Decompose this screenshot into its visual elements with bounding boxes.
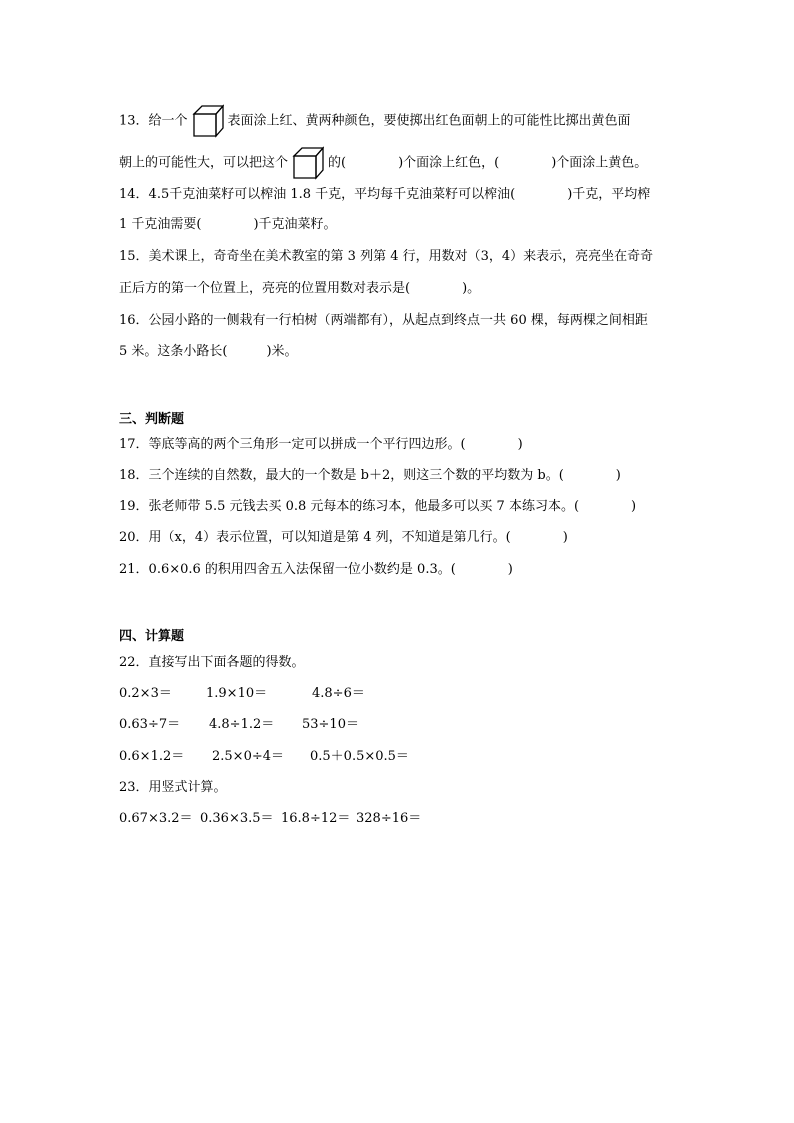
question-13-line-2: [119, 146, 647, 180]
question-13-text-d: 的( )个面涂上红色，( )个面涂上黄色。: [328, 155, 648, 171]
question-14-line-2: 1 千克油需要( )千克油菜籽。: [119, 217, 337, 232]
question-15-line-2: 正后方的第一个位置上，亮亮的位置用数对表示是( )。: [119, 281, 481, 296]
calc-item: 16.8÷12＝: [281, 811, 351, 826]
question-13-text-a: 13．给一个: [119, 113, 188, 129]
question-18: 18．三个连续的自然数，最大的一个数是 b＋2，则这三个数的平均数为 b。( ): [119, 468, 621, 483]
question-21: 21．0.6×0.6 的积用四舍五入法保留一位小数约是 0.3。( ): [119, 562, 513, 577]
calc-item: 1.9×10＝: [206, 686, 268, 701]
question-15-line-1: 15．美术课上，奇奇坐在美术教室的第 3 列第 4 行，用数对（3，4）来表示，亮亮坐在奇奇: [119, 249, 654, 264]
cube-icon: [192, 104, 224, 138]
question-23-prompt: 23．用竖式计算。: [119, 780, 227, 795]
question-14-line-1: 14．4.5千克油菜籽可以榨油 1.8 千克，平均每千克油菜籽可以榨油( )千克，平均榨: [119, 187, 651, 202]
question-16-line-1: 16．公园小路的一侧栽有一行柏树（两端都有），从起点到终点一共 60 棵，每两棵之间相距: [119, 313, 648, 328]
question-13-text-c: 朝上的可能性大，可以把这个: [119, 155, 289, 171]
calc-item: 4.8÷6＝: [312, 686, 365, 701]
question-19: 19．张老师带 5.5 元钱去买 0.8 元每本的练习本，他最多可以买 7 本练习本。( ): [119, 499, 637, 514]
calc-item: 0.2×3＝: [119, 686, 172, 701]
calc-item: 4.8÷1.2＝: [209, 717, 275, 732]
question-13-text-b: 表面涂上红、黄两种颜色，要使掷出红色面朝上的可能性比掷出黄色面: [227, 113, 631, 129]
question-16-line-2: 5 米。这条小路长( )米。: [119, 344, 298, 359]
calc-item: 0.63÷7＝: [119, 717, 181, 732]
calc-item: 0.36×3.5＝: [200, 811, 274, 826]
calc-item: 2.5×0÷4＝: [212, 749, 285, 764]
question-20: 20．用（x，4）表示位置，可以知道是第 4 列，不知道是第几行。( ): [119, 530, 568, 545]
calc-item: 53÷10＝: [302, 717, 359, 732]
section-4-heading: 四、计算题: [119, 629, 185, 644]
calc-item: 0.6×1.2＝: [119, 749, 185, 764]
calc-item: 0.67×3.2＝: [119, 811, 193, 826]
question-13-line-1: [119, 104, 631, 138]
cube-icon: [292, 146, 324, 180]
calc-item: 0.5＋0.5×0.5＝: [310, 749, 409, 764]
section-3-heading: 三、判断题: [119, 412, 185, 427]
question-17: 17．等底等高的两个三角形一定可以拼成一个平行四边形。( ): [119, 437, 523, 452]
calc-item: 328÷16＝: [356, 811, 422, 826]
question-22-prompt: 22．直接写出下面各题的得数。: [119, 655, 305, 670]
